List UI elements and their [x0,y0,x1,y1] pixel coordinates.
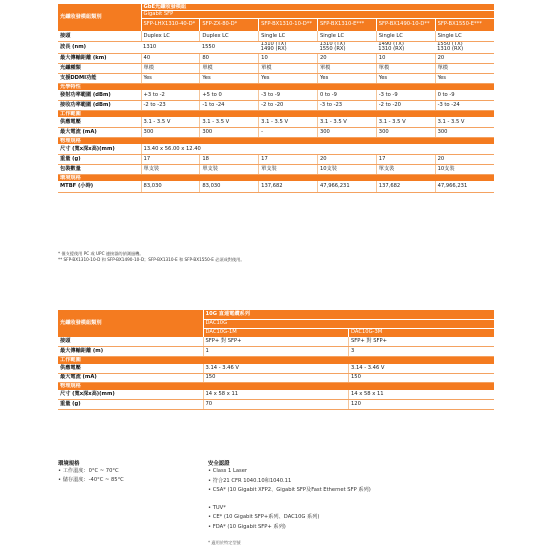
row-label: 最大傳輸距離 (m) [58,347,203,357]
row-label: 供應電壓 [58,364,203,374]
cell: 70 [203,400,349,410]
cell: 10支裝 [435,164,494,174]
cell: 20 [435,154,494,164]
row-label: 接頭 [58,31,141,41]
cell-line: 1550 (RX) [319,46,346,53]
model-header: DAC10G-3M [349,328,495,337]
cell: Single LC [259,31,318,41]
list-item: • Class 1 Laser [208,468,248,474]
row-label: 尺寸 (寬x深x高)(mm) [58,390,203,400]
row-label: 接收功率範圍 (dBm) [58,100,141,110]
cell: 單模 [435,63,494,73]
cell: 150 [349,373,495,383]
cell: SFP+ 對 SFP+ [203,337,349,347]
cell: - [259,127,318,137]
cell: -2 to -23 [141,100,200,110]
row-label: 接頭 [58,337,203,347]
note-line: * 僅支援使用 PC 或 UPC 連接器的偵測過機。 [58,251,144,256]
row-label: MTBF (小時) [58,181,141,192]
cell: 47,966,231 [317,181,376,192]
cell [200,41,259,53]
gbe-sfp-spec-table [58,4,494,193]
cell-line: 1490 (RX) [260,46,287,53]
cell: 17 [259,154,318,164]
cell: 單支裝 [259,164,318,174]
cell: 3.14 - 3.46 V [349,364,495,374]
safety-footnote: * 適用於特定型號 [208,540,241,545]
cell: 單支裝 [141,164,200,174]
cell: -3 to -9 [376,90,435,100]
section-header: 工作範圍 [58,110,494,117]
cell: Duplex LC [200,31,259,41]
cell: 300 [141,127,200,137]
safety-title: 安全認證 [208,461,230,467]
row-label: 支援DDMI功能 [58,73,141,83]
cell: 20 [317,53,376,63]
cell: 0 to -9 [317,90,376,100]
cell-line: 1310 (TX) [260,41,287,47]
cell: Yes [200,73,259,83]
row-label: 重量 (g) [58,154,141,164]
cell-line: 1310 (TX) [319,41,346,47]
list-item: • 儲存溫度：-40°C ~ 85°C [58,476,124,483]
cell: 單支裝 [200,164,259,174]
cell: 17 [141,154,200,164]
cell-line: 1550 (TX) [437,41,463,47]
cell: 10 [376,53,435,63]
cell: 20 [435,53,494,63]
env-title: 環境規格 [58,461,80,467]
cell: 單模 [376,63,435,73]
cell: 3.1 - 3.5 V [435,117,494,127]
cell [141,41,200,53]
section-header: 物理規格 [58,383,494,391]
cell: 單模 [200,63,259,73]
model-header: DAC10G-1M [203,328,349,337]
section-header: 工作範圍 [58,356,494,364]
cell: Single LC [435,31,494,41]
row-label: 尺寸 (寬x深x高)(mm) [58,144,141,154]
list-item: • CSA* (10 Gigabit XFP2、Gigabit SFP及Fast Ethernet SFP 系列) [208,487,371,494]
cell: -3 to -9 [259,90,318,100]
list-item: • CE* (10 Gigabit SFP+系列、DAC10G 系列) [208,514,320,521]
subgroup-header: DAC10G [203,319,494,328]
cell: 單模 [141,63,200,73]
model-header: SFP-BX1310-10-D** [259,18,318,31]
row-label: 供應電壓 [58,117,141,127]
section-header: 光學特性 [58,83,494,90]
list-item: • 符合21 CFR 1040.10和1040.11 [208,477,292,484]
cell: -1 to -24 [200,100,259,110]
model-header: SFP-BX1490-10-D** [376,18,435,31]
cell: 300 [376,127,435,137]
cell [376,41,435,53]
cell-line: 1310 [143,43,157,50]
cell: -2 to -20 [376,100,435,110]
cell: Yes [259,73,318,83]
cell: 單模 [259,63,318,73]
cell: Yes [376,73,435,83]
row-label: 最大電流 (mA) [58,127,141,137]
cell: 1 [203,347,349,357]
cell: Single LC [317,31,376,41]
row-label: 波長 (nm) [58,41,141,53]
cell-line: 1550 [201,43,216,50]
safety-list [208,467,371,533]
cell-line: 1310 (RX) [378,46,405,53]
cell: 120 [349,400,495,410]
cell: 3.1 - 3.5 V [200,117,259,127]
cell: 20 [317,154,376,164]
model-header: SFP-BX1550-E*** [435,18,494,31]
table-left-header: 光纖收發模組類別 [58,310,203,337]
row-label: 重量 (g) [58,400,203,410]
cell: 3.1 - 3.5 V [141,117,200,127]
row-label: 發射功率範圍 (dBm) [58,90,141,100]
dac-spec-table [58,310,494,410]
table-notes [58,251,245,263]
cell: 10 [259,53,318,63]
cell: 300 [200,127,259,137]
cell: +3 to -2 [141,90,200,100]
cell: 18 [200,154,259,164]
row-label: 光纖種類 [58,63,141,73]
cell: Duplex LC [141,31,200,41]
list-item: • TUV* [208,504,226,511]
cell: Yes [435,73,494,83]
cell: 83,030 [141,181,200,192]
cell: SFP+ 對 SFP+ [349,337,495,347]
cell: 0 to -9 [435,90,494,100]
section-header: 環境規格 [58,174,494,181]
cell: 3.14 - 3.46 V [203,364,349,374]
table-left-header: 光纖收發模組類別 [58,4,141,31]
cell [259,41,318,53]
cell: 3.1 - 3.5 V [376,117,435,127]
cell: 150 [203,373,349,383]
note-line: ** SFP-BX1310-10-D 和 SFP-BX1490-10-D；SFP-BX1310-E 和 SFP-BX1550-E 必須成對使用。 [58,257,245,262]
cell: Yes [317,73,376,83]
cell: 單支裝 [376,164,435,174]
cell: -2 to -20 [259,100,318,110]
cell: 10支裝 [317,164,376,174]
cell: 137,682 [376,181,435,192]
cell: 14 x 58 x 11 [203,390,349,400]
row-label: 最大電流 (mA) [58,373,203,383]
cell: 47,966,231 [435,181,494,192]
subgroup-header: Gigabit SFP [141,11,494,18]
list-item: • 工作溫度：0°C ~ 70°C [58,468,119,474]
cell: 80 [200,53,259,63]
cell: 14 x 58 x 11 [349,390,495,400]
list-spacer [208,496,371,504]
cell: 13.40 x 56.00 x 12.40 [141,144,494,154]
model-header: SFP-BX1310-E*** [317,18,376,31]
cell: 17 [376,154,435,164]
model-header: SFP-LHX1310-40-D* [141,18,200,31]
group-header: 10G 直連電纜系列 [203,310,494,319]
section-header: 物理規格 [58,137,494,144]
cell: 3.1 - 3.5 V [317,117,376,127]
cell: 137,682 [259,181,318,192]
cell: 83,030 [200,181,259,192]
cell: 40 [141,53,200,63]
cell: 單模 [317,63,376,73]
cell: 300 [317,127,376,137]
cell-line: 1490 (TX) [378,41,404,47]
model-header: SFP-ZX-80-D* [200,18,259,31]
env-list [58,467,124,484]
cell: 3 [349,347,495,357]
cell: 3.1 - 3.5 V [259,117,318,127]
cell: +5 to 0 [200,90,259,100]
row-label: 最大傳輸距離 (km) [58,53,141,63]
cell: -3 to -23 [317,100,376,110]
cell: Single LC [376,31,435,41]
cell: 300 [435,127,494,137]
row-label: 包裝數量 [58,164,141,174]
cell [435,41,494,53]
cell-line: 1310 (RX) [437,46,464,53]
cell [317,41,376,53]
group-header: GbE光纖收發模組 [141,4,494,11]
cell: Yes [141,73,200,83]
cell: -3 to -24 [435,100,494,110]
list-item: • FDA* (10 Gigabit SFP+ 系列) [208,523,286,530]
